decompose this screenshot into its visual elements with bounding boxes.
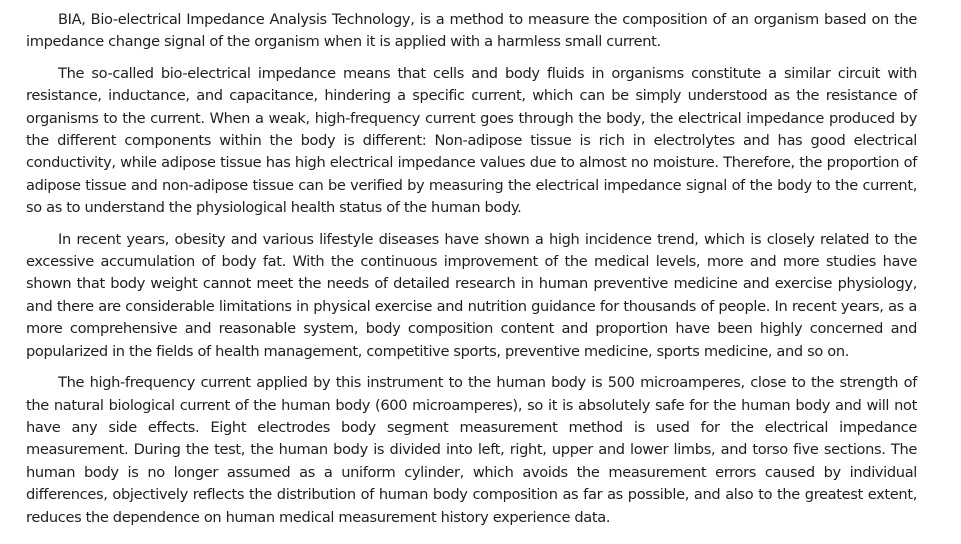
paragraph-instrument-current: The high-frequency current applied by this instrument to the human body is 500 microamperes, close to the strength of the natural biological current of the human body (600 microamperes), so it is absolutely safe for the human body and will not have any side effects. Eight electrodes body segment measurement method is used for the electrical impedance measurement. During the test, the human body is divided into left, right, upper and lower limbs, and torso five sections. The human body is no longer assumed as a uniform cylinder, which avoids the measurement errors caused by individual differences, objectively reflects the distribution of human body composition as far as possible, and also to the greatest extent, reduces the dependence on human medical measurement history experience data.	[26, 374, 917, 526]
paragraph-bia-definition: BIA, Bio-electrical Impedance Analysis Technology, is a method to measure the composition of an organism based on the impedance change signal of the organism when it is applied with a harmless small current.	[26, 11, 917, 51]
paragraph-bio-electrical-impedance: The so-called bio-electrical impedance means that cells and body fluids in organisms constitute a similar circuit with resistance, inductance, and capacitance, hindering a specific current, which can be simply understood as the resistance of organisms to the current. When a weak, high-frequency current goes through the body, the electrical impedance produced by the different components within the body is different: Non-adipose tissue is rich in electrolytes and has good electrical conductivity, while adipose tissue has high electrical impedance values due to almost no moisture. Therefore, the proportion of adipose tissue and non-adipose tissue can be verified by measuring the electrical impedance signal of the body to the current, so as to understand the physiological health status of the human body.	[26, 64, 917, 217]
document-body	[26, 9, 917, 529]
paragraph-obesity-trends: In recent years, obesity and various lifestyle diseases have shown a high incidence trend, which is closely related to the excessive accumulation of body fat. With the continuous improvement of the medical levels, more and more studies have shown that body weight cannot meet the needs of detailed research in human preventive medicine and exercise physiology, and there are considerable limitations in physical exercise and nutrition guidance for thousands of people. In recent years, as a more comprehensive and reasonable system, body composition content and proportion have been highly concerned and popularized in the fields of health management, competitive sports, preventive medicine, sports medicine, and so on.	[26, 230, 917, 360]
